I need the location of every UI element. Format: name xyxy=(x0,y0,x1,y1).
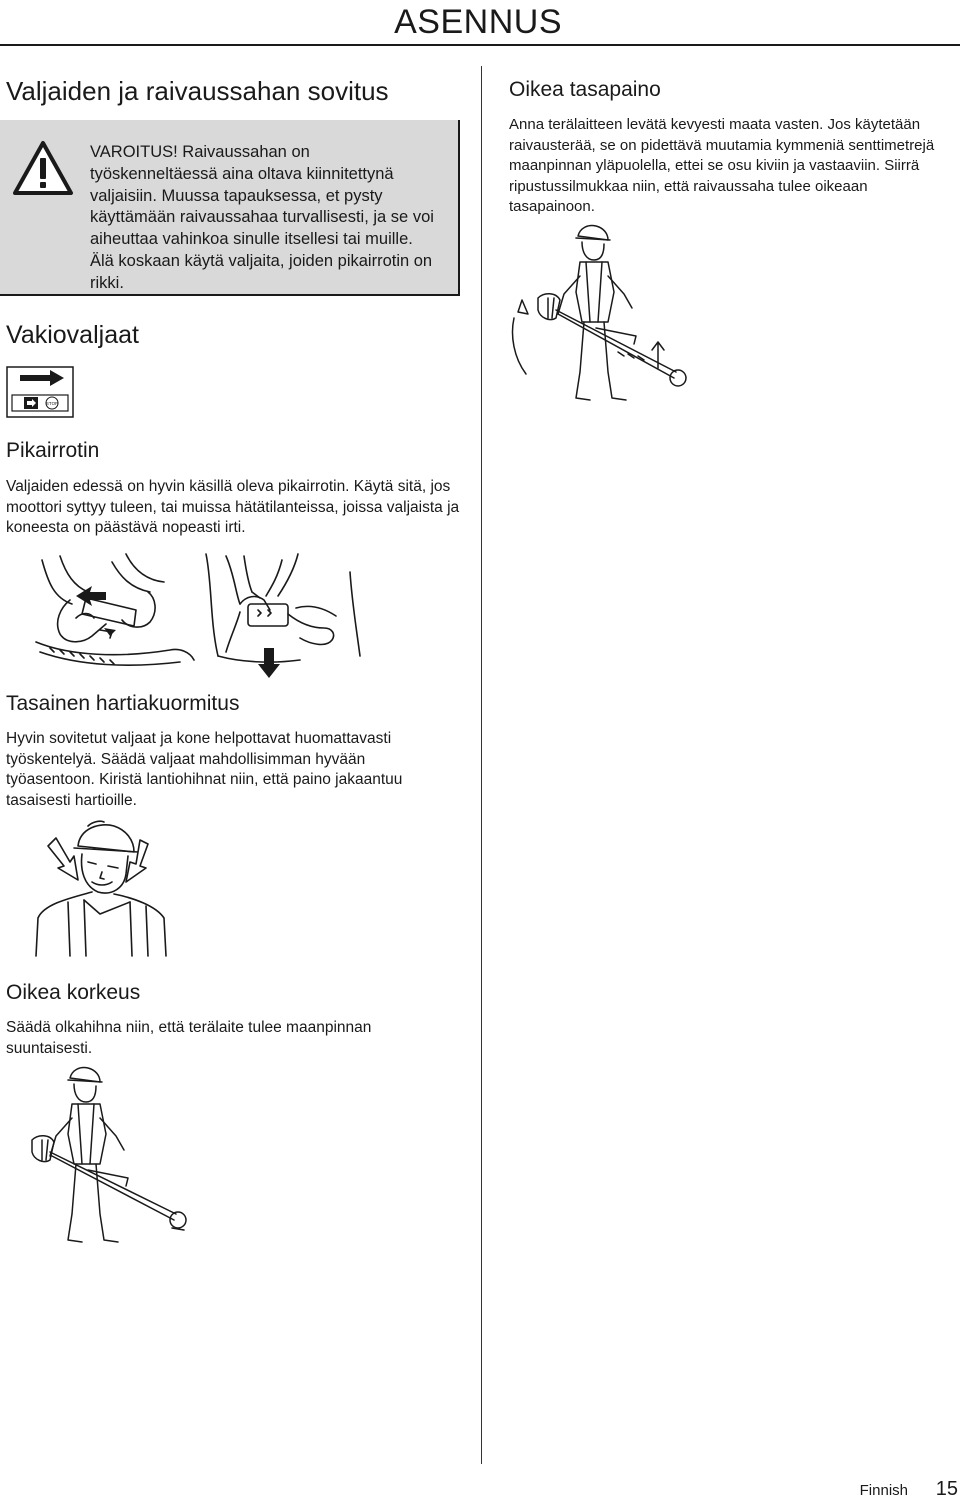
header-divider xyxy=(0,44,960,46)
section-title-standard-harness: Vakiovaljaat xyxy=(6,321,139,349)
brushcutter-height-illustration xyxy=(28,1064,198,1254)
quick-release-buckle-illustration xyxy=(200,552,370,682)
quick-release-text: Valjaiden edessä on hyvin käsillä oleva pikairrotin. Käytä sitä, jos moottori syttyy tuleen, tai muissa hätätilanteissa, joissa valjaista ja koneesta on päästävä nopeasti irti. xyxy=(6,478,460,536)
arrow-stop-symbol-icon xyxy=(6,366,74,418)
column-divider xyxy=(481,66,482,1464)
footer-language: Finnish xyxy=(859,1482,908,1499)
brushcutter-balance-illustration xyxy=(508,222,698,412)
section-title-fitting: Valjaiden ja raivaussahan sovitus xyxy=(6,76,389,106)
page-header-title: ASENNUS xyxy=(394,3,562,41)
warning-text: VAROITUS! Raivaussahan on työskenneltäessä aina oltava kiinnitettynä valjaisiin. Muussa tapauksessa, et pysty käyttämään raivaussahaa turvallisesti, ja se voi aiheuttaa vahinkoa sinulle itsellesi tai muille. Älä koskaan käytä valjaita, joiden pikairrotin on rikki. xyxy=(90,143,434,292)
section-title-quick-release: Pikairrotin xyxy=(6,439,100,462)
stop-label: STOP xyxy=(45,401,59,406)
section-title-balance: Oikea tasapaino xyxy=(509,78,661,101)
section-title-even-load: Tasainen hartiakuormitus xyxy=(6,692,240,715)
even-load-text: Hyvin sovitetut valjaat ja kone helpottavat huomattavasti työskentelyä. Säädä valjaat mahdollisimman hyvään työasentoon. Kiristä lantiohihnat niin, että paino jakaantuu tasaisesti hartioille. xyxy=(6,730,403,809)
shoulder-harness-illustration xyxy=(30,818,170,958)
correct-height-text: Säädä olkahihna niin, että terälaite tulee maanpinnan suuntaisesti. xyxy=(6,1019,372,1057)
warning-triangle-icon xyxy=(12,140,74,196)
balance-text: Anna terälaitteen levätä kevyesti maata vasten. Jos käytetään raivausterää, se on pidettävä muutamia kymmeniä senttimetrejä maanpinnan yläpuolella, ettei se osu kiviin ja vastaaviin. Siirrä ripustussilmukkaa niin, että raivaussaha tulee oikeaan tasapainoon. xyxy=(509,116,935,215)
quick-release-hands-illustration xyxy=(30,552,200,670)
section-title-correct-height: Oikea korkeus xyxy=(6,981,141,1004)
page-number: 15 xyxy=(935,1478,958,1500)
